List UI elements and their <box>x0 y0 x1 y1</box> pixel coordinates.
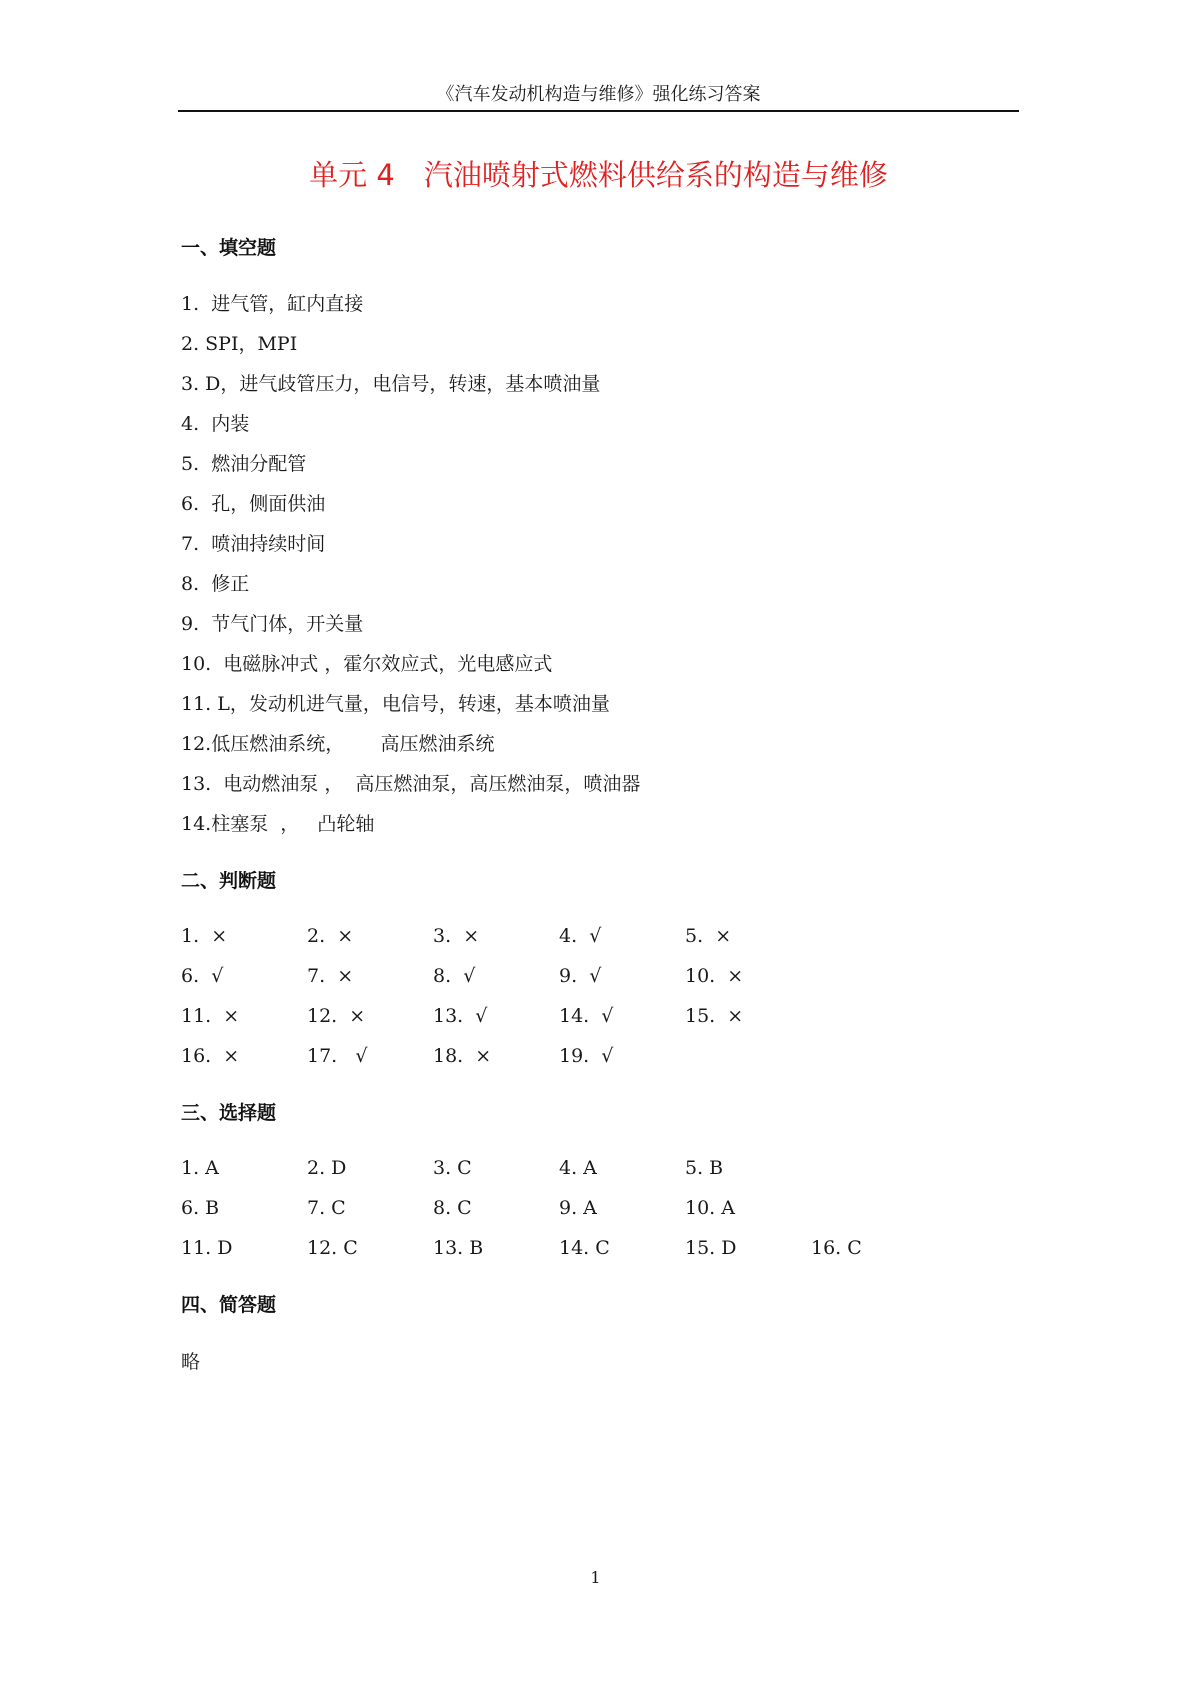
true-false-answer: 5. × <box>685 925 732 947</box>
fill-blank-answer: 7. 喷油持续时间 <box>181 533 326 555</box>
true-false-answer: 8. √ <box>433 965 476 987</box>
fill-blank-answer: 5. 燃油分配管 <box>181 453 307 475</box>
multiple-choice-answer: 3. C <box>433 1157 472 1179</box>
section-heading-multiple-choice: 三、选择题 <box>181 1102 277 1124</box>
fill-blank-answer: 1. 进气管，缸内直接 <box>181 293 364 315</box>
section-heading-true-false: 二、判断题 <box>181 870 277 892</box>
fill-blank-answer: 6. 孔，侧面供油 <box>181 493 326 515</box>
fill-blank-answer: 4. 内装 <box>181 413 250 435</box>
multiple-choice-answer: 12. C <box>307 1237 358 1259</box>
multiple-choice-answer: 14. C <box>559 1237 610 1259</box>
true-false-answer: 2. × <box>307 925 354 947</box>
short-answer-text: 略 <box>181 1351 201 1373</box>
true-false-answer: 9. √ <box>559 965 602 987</box>
multiple-choice-answer: 11. D <box>181 1237 233 1259</box>
true-false-answer: 6. √ <box>181 965 224 987</box>
multiple-choice-answer: 15. D <box>685 1237 737 1259</box>
true-false-answer: 11. × <box>181 1005 240 1027</box>
fill-blank-answer: 12.低压燃油系统， 高压燃油系统 <box>181 733 495 755</box>
true-false-answer: 15. × <box>685 1005 744 1027</box>
multiple-choice-answer: 5. B <box>685 1157 724 1179</box>
fill-blank-answer: 14.柱塞泵 ， 凸轮轴 <box>181 813 375 835</box>
multiple-choice-row <box>181 1235 1001 1261</box>
true-false-answer: 3. × <box>433 925 480 947</box>
unit-title: 单元 4 汽油喷射式燃料供给系的构造与维修 <box>309 158 888 192</box>
true-false-row <box>181 923 1001 949</box>
page-number: 1 <box>590 1568 601 1587</box>
multiple-choice-answer: 1. A <box>181 1157 219 1179</box>
multiple-choice-answer: 13. B <box>433 1237 484 1259</box>
true-false-answer: 13. √ <box>433 1005 488 1027</box>
true-false-answer: 17. √ <box>307 1045 368 1067</box>
fill-blank-answer: 8. 修正 <box>181 573 250 595</box>
multiple-choice-answer: 4. A <box>559 1157 597 1179</box>
true-false-row <box>181 1043 1001 1069</box>
multiple-choice-row <box>181 1195 1001 1221</box>
multiple-choice-answer: 2. D <box>307 1157 347 1179</box>
multiple-choice-answer: 10. A <box>685 1197 735 1219</box>
header-rule <box>178 110 1019 112</box>
section-heading-short-answer: 四、简答题 <box>181 1294 277 1316</box>
multiple-choice-answer: 16. C <box>811 1237 862 1259</box>
true-false-answer: 19. √ <box>559 1045 614 1067</box>
true-false-row <box>181 1003 1001 1029</box>
fill-blank-answer: 11. L，发动机进气量，电信号，转速，基本喷油量 <box>181 693 610 715</box>
multiple-choice-row <box>181 1155 1001 1181</box>
multiple-choice-answer: 9. A <box>559 1197 597 1219</box>
fill-blank-answer: 10. 电磁脉冲式 ，霍尔效应式，光电感应式 <box>181 653 553 675</box>
true-false-answer: 18. × <box>433 1045 492 1067</box>
section-heading-fill-blank: 一、填空题 <box>181 237 277 259</box>
true-false-answer: 1. × <box>181 925 228 947</box>
true-false-answer: 10. × <box>685 965 744 987</box>
fill-blank-answer: 13. 电动燃油泵 ， 高压燃油泵，高压燃油泵，喷油器 <box>181 773 641 795</box>
fill-blank-answer: 2. SPI，MPI <box>181 333 298 355</box>
fill-blank-answer: 9. 节气门体，开关量 <box>181 613 364 635</box>
fill-blank-answer: 3. D，进气歧管压力，电信号，转速，基本喷油量 <box>181 373 601 395</box>
true-false-answer: 4. √ <box>559 925 602 947</box>
multiple-choice-answer: 8. C <box>433 1197 472 1219</box>
true-false-answer: 14. √ <box>559 1005 614 1027</box>
true-false-answer: 12. × <box>307 1005 366 1027</box>
true-false-answer: 7. × <box>307 965 354 987</box>
true-false-answer: 16. × <box>181 1045 240 1067</box>
running-header: 《汽车发动机构造与维修》强化练习答案 <box>436 84 761 105</box>
true-false-row <box>181 963 1001 989</box>
multiple-choice-answer: 6. B <box>181 1197 220 1219</box>
multiple-choice-answer: 7. C <box>307 1197 346 1219</box>
